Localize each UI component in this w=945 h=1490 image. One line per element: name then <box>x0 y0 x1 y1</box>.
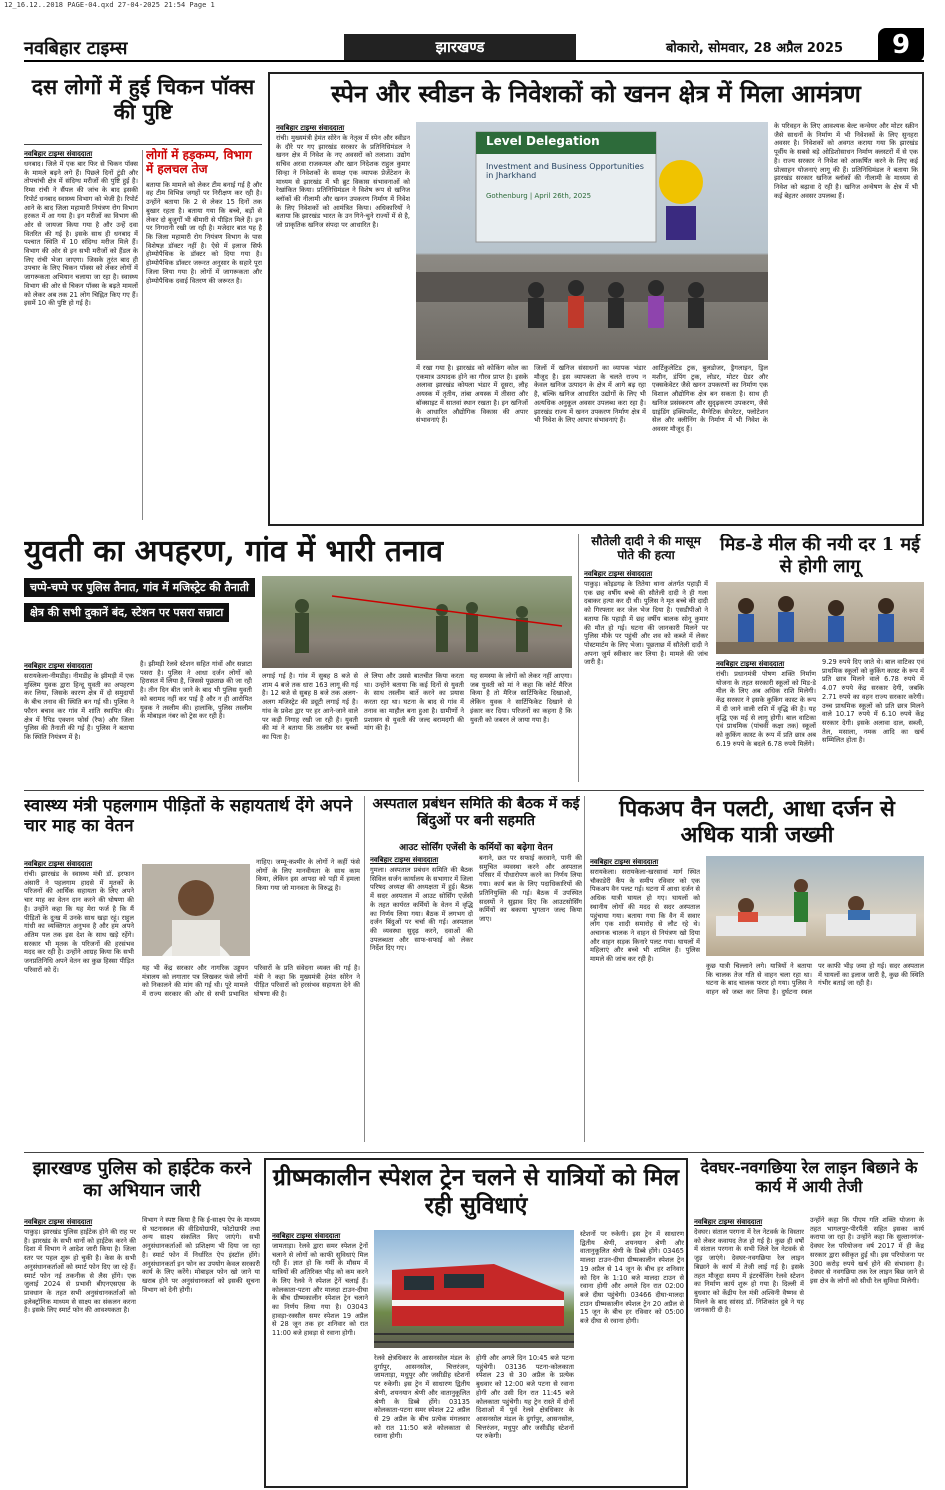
article-body: बनाने, छत पर सफाई करवाने, पानी की समुचित व्यवस्था करने और अस्पताल परिसर में पौधारोपण करने का निर्णय लिया गया। कार्य बल के लिए पदाधिकारियों की प्रतिनियुक्ति की गई। बैठक में उपस्थित सदस्यों ने सुझाव दिए कि आउटसोर्सिंग कर्मियों का बकाया भुगतान जल्द किया जाए। <box>479 854 582 923</box>
article-body: नाहिए। जम्मू-कश्मीर के लोगों ने कहीं फंसे लोगों के लिए मानवीयता के साथ काम किया, लेकिन इस आपदा को पड़ी में हमला किया गया जो मानवता के विरुद्ध है। <box>256 858 360 893</box>
headline: झारखण्ड पुलिस को हाईटेक करने का अभियान जारी <box>32 1158 252 1201</box>
byline: नवबिहार टाइम्स संवाददाता <box>370 856 439 864</box>
article-body: पाकुड़। कोइडगढ़ के तितेया थाना अंतर्गत पहाड़ी में एक छह वर्षीय बच्चे की सौतेली दादी ने ही गला दबाकर हत्या कर दी थी। पुलिस ने मृत बच्चे की दादी को गिरफ्तार कर जेल भेज दिया है। एसडीपीओ ने बताया कि पहाड़ी में छह वर्षीय बालक सोनू कुमार की मौत हो गई। घटना की जानकारी मिलने पर पुलिस मौके पर पहुंची और शव को कब्जे में लेकर पोस्टमार्टम के लिए भेजा। पूछताछ में सौतेली दादी ने अपना जुर्म स्वीकार कर लिया है। मामले की जांच जारी है। <box>584 580 708 667</box>
article-body: में रखा गया है। झारखंड को कोकिंग कोल का एकमात्र उत्पादक होने का गौरव प्राप्त है। इसके अलावा झारखंड कोयला भंडार में दूसरा, लौह अयस्क में तृतीय, तांबा अयस्क में तीसरा और बॉक्साइट में सातवां स्थान रखता है। इन खनिजों के आधारित औद्योगिक विकास की अपार संभावनाएं हैं। <box>416 364 528 425</box>
byline: नवबिहार टाइम्स संवाददाता <box>24 150 93 158</box>
article-body: है। झीमड़ी रेलवे स्टेशन सहित गांवों और सन्नाटा पसरा है। पुलिस ने आधा दर्जन लोगों को हिरासत में लिया है, जिससे पूछताछ की जा रही है। तीन दिन बीत जाने के बाद भी पुलिस युवती को बरामद नहीं कर पाई है और न ही आरोपित युवक ने तस्लीम की। हालांकि, पुलिस तस्लीम के मोबाइल नंबर को ट्रेस कर रही है। <box>140 660 252 721</box>
delegation-photo <box>416 122 768 360</box>
headline: देवघर-नवगछिया रेल लाइन बिछाने के कार्य में आयी तेजी <box>700 1158 918 1197</box>
photo-illustration <box>374 1230 574 1348</box>
portrait-illustration <box>142 864 250 956</box>
section-label: झारखण्ड <box>344 34 576 60</box>
article-body: यह समस्या के लोगों को लेकर नहीं आएगा। जब युवती को मां ने कहा कि कोर्ट मैरिज किया है तो मैरिज सार्टिफिकेट दिखाओ, लेकिन युवक ने सार्टिफिकेट दिखाने से इंकार कर दिया। परिजनों का कहना है कि युवती को जबरन ले जाया गया है। <box>470 672 572 724</box>
story-deoghar-rail <box>694 1158 924 1488</box>
article-body: रांची। झारखंड के स्वास्थ्य मंत्री डॉ. इरफान अंसारी ने पहलगाम हादसे में मृतकों के परिजनों की आर्थिक सहायता के लिए अपने चार माह का वेतन दान करने की घोषणा की है। उन्होंने कहा कि यह मेरा फर्ज है कि मैं पीड़ितों के दुःख में उनके साथ खड़ा रहूं। राहुल गांधी का व्यक्तिगत अनुभव है और हम अपने अंतिम पल तक इस देश के साथ खड़े रहेंगे। सरकार भी मृतक के परिजनों की हरसंभव मदद कर रही है। उन्होंने आग्रह किया कि सभी जनप्रतिनिधि अपने वेतन का कुछ हिस्सा पीड़ित परिवारों को दें। <box>24 870 134 974</box>
photo-illustration <box>716 582 924 654</box>
article-body: होगी और अगले दिन 10:45 बजे पटना पहुंचेगी। 03136 पटना-कोलकाता स्पेशल 23 से 30 अप्रैल के प्रत्येक बुधवार को 12:00 बजे पटना से रवाना होगी और उसी दिन रात 11:45 बजे कोलकाता पहुंचेगी। यह ट्रेन रास्ते में दोनों दिशाओं में पूर्व रेलवे क्षेत्रधिकार के आसनसोल मंडल के दुर्गापुर, आसनसोल, चित्तरंजन, मधुपुर और जसीडीह स्टेशनों पर रुकेगी। <box>476 1354 574 1441</box>
article-body: लगाई गई है। गांव में सुबह 8 बजे से शाम 4 बजे तक धारा 163 लागू की गई है। 12 बजे से सुबह 8 बजे तक अलग-अलग मजिस्ट्रेट की ड्यूटी लगाई गई है। गांव के प्रवेश द्वार पर हर आने-जाने वाले पर कड़ी निगाह रखी जा रही है। युवती की मां ने बताया कि तस्लीम घर बच्चों का पिता है। <box>262 672 358 741</box>
headline: अस्पताल प्रबंधन समिति की बैठक में कई बिंदुओं पर बनी सहमति <box>372 796 580 829</box>
article-body: रेलवे क्षेत्रधिकार के आसनसोल मंडल के दुर्गापुर, आसनसोल, चित्तरंजन, जामताड़ा, मधुपुर और जसीडीह स्टेशनों पर रुकेगी। इस ट्रेन में साधारण द्वितीय श्रेणी, शयनयान श्रेणी और वातानुकूलित श्रेणी के डिब्बे होंगे। 03135 कोलकाता-पटना समर स्पेशल 22 अप्रैल से 29 अप्रैल के बीच प्रत्येक मंगलवार को रात 11:50 बजे कोलकाता से रवाना होगी। <box>374 1354 470 1441</box>
article-body: कुछ यात्री चिल्लाने लगे। यात्रियों ने बताया कि चालक तेज गति से वाहन चला रहा था। घटना के बाद चालक फरार हो गया। पुलिस ने वाहन को जब्त कर लिया है। दुर्घटना स्थल पर काफी भीड़ जमा हो गई। सदर अस्पताल में घायलों का इलाज जारी है, कुछ की स्थिति गंभीर बताई जा रही है। <box>706 962 924 997</box>
article-body: देवघर। संताल परगना में रेल नेटवर्क के विस्तार को लेकर कवायद तेज हो गई है। कुछ ही वर्षों में संताल परगना के सभी जिले रेल नेटवर्क से जुड़ जाएंगे। देवघर-नवगछिया रेल लाइन बिछाने के कार्य में तेजी लाई गई है। इसके तहत मौजूदा समय में इंटरचेंजिंग रेलवे स्टेशन का निर्माण कार्य शुरू हो गया है। दिल्ली में बुधवार को केंद्रीय रेल मंत्री अश्विनी वैष्णव से मिलने के बाद सांसद डॉ. निशिकांत दुबे ने यह जानकारी दी है। <box>694 1228 804 1315</box>
headline: ग्रीष्मकालीन स्पेशल ट्रेन चलने से यात्रियों को मिल रही सुविधाएं <box>272 1164 680 1219</box>
headline: स्पेन और स्वीडन के निवेशकों को खनन क्षेत्र में मिला आमंत्रण <box>331 79 861 108</box>
article-body: धनबाद। जिले में एक बार फिर से चिकन पॉक्स के मामले बढ़ने लगे हैं। पिछले दिनों टुंडी और तोपचांची क्षेत्र में संदिग्ध मरीजों की पुष्टि हुई है। रिम्स रांची ने सैंपल की जांच के बाद इसकी रिपोर्ट धनबाद स्वास्थ्य विभाग को भेजी है। रिपोर्ट आने के बाद जिला महामारी नियंत्रण रोग विभाग हरकत में आ गया है। इन मरीजों का विभाग की ओर से जायजा किया गया है और उन्हें दवा वितरित की गई है। इसके साथ ही धनबाद में पश्चात स्थिति में 10 संदिग्ध मरीज मिले हैं। विभाग की ओर से इन सभी मरीजों को हैंडल के लिए रांची भेजा जाएगा। जिसके तुरंत बाद ही उपचार के लिए चिकन पॉक्स को लेकर लोगों में जागरूकता अभियान चलाया जा रहा है। स्वास्थ्य विभाग की ओर से चिकन पॉक्स के बढ़ते मामलों को लेकर अब तक 21 लोग चिह्नित किए गए हैं। इसमें 10 की पुष्टि हो गई है। <box>24 160 138 308</box>
byline: नवबिहार टाइम्स संवाददाता <box>276 124 345 132</box>
byline: नवबिहार टाइम्स संवाददाता <box>272 1232 341 1240</box>
photo-illustration <box>706 856 924 956</box>
article-body: स्टेशनों पर रुकेगी। इस ट्रेन में साधारण द्वितीय श्रेणी, शयनयान श्रेणी और वातानुकूलित श्रेणी के डिब्बे होंगे। 03465 मालदा टाउन-दीघा ग्रीष्मकालीन स्पेशल ट्रेन 19 अप्रैल से 14 जून के बीच हर शनिवार को दिन के 1:10 बजे मालदा टाउन से रवाना होगी और अगले दिन रात 02:00 बजे दीघा पहुंचेगी। 03466 दीघा-मालदा टाउन ग्रीष्मकालीन स्पेशल ट्रेन 20 अप्रैल से 15 जून के बीच हर रविवार को 05:00 बजे दीघा से रवाना होगी। <box>580 1230 684 1326</box>
story-hightech-police <box>24 1158 260 1488</box>
article-body: आर्टिकुलेटिड ट्रक, बुलडोजर, ड्रैगलाइन, ड्रिल मशीन, डंपिंग ट्रक, लोडर, मोटर ग्रेडर और एक्सकेवेटर जैसे खनन उपकरणों का निर्माण एक विशाल औद्योगिक क्षेत्र बन सकता है। साथ ही खनिज प्रसंस्करण और सुदृढ़करण उपकरण, जैसे ग्राइंडिंग इक्विपमेंट, मैग्नेटिक सेपरेटर, फ्लोटेशन सेल और क्लीनिंग के निर्माण में भी निवेश के अवसर मौजूद हैं। <box>652 364 768 433</box>
byline: नवबिहार टाइम्स संवाददाता <box>716 660 785 668</box>
article-body: पाकुड़। झारखंड पुलिस हाईटेक होने की राह पर है। झारखंड के सभी थानों को हाईटेक करने की दिशा में विभाग ने आदेश जारी किया है। जिला स्तर पर पहल शुरू हो चुकी है। केस के सभी अनुसंधानकर्ताओं को स्मार्ट फोन दिए जा रहे हैं। स्मार्ट फोन नई तकनीक से लैस होंगे। एक जुलाई 2024 से प्रभावी बीएनएसएस के प्रावधान के तहत सभी अनुसंधानकर्ताओं को इलेक्ट्रॉनिक माध्यम से साक्ष्य का संकलन करना है। इसके लिए स्मार्ट फोन की आवश्यकता है। <box>24 1228 136 1315</box>
masthead <box>24 32 924 62</box>
story-stepmother <box>584 534 708 784</box>
date-line: बोकारो, सोमवार, 28 अप्रैल 2025 <box>666 41 844 56</box>
article-body: जिलों में खनिज संसाधनों का व्यापक भंडार मौजूद है। इस व्यापकता के चलते राज्य न केवल खनिज उत्पादन के क्षेत्र में आगे बढ़ रहा है, बल्कि खनिज आधारित उद्योगों के लिए भी अत्यधिक अनुकूल अवसर उपलब्ध करा रहा है। झारखंड राज्य में खनन उपकरण निर्माण क्षेत्र में भी निवेश के लिए आपार संभावनाएं हैं। <box>534 364 646 425</box>
subheadline: आउट सोर्सिंग एजेंसी के कर्मियों का बढ़ेगा वेतन <box>399 843 553 853</box>
article-body: ले लिया और उससे बातचीत किया करता था। उन्होंने बताया कि कई दिनों से युवती के साथ तस्लीम बातें करने का प्रयास करता रहा था। घटना के बाद से गांव में तनाव का माहौल बना हुआ है। ग्रामीणों ने प्रशासन से युवती की जल्द बरामदगी की मांग की है। <box>364 672 464 733</box>
headline: पिकअप वैन पलटी, आधा दर्जन से अधिक यात्री जख्मी <box>619 796 895 849</box>
article-body: यह भी केंद्र सरकार और नागरिक उड्डयन मंत्रालय को लगातार पत्र लिखकर फंसे लोगों को निकालने की मांग की गई थी। पूरे मामले में राज्य सरकार की ओर से सभी प्रभावित परिवारों के प्रति संवेदना व्यक्त की गई है। मंत्री ने कहा कि मुख्यमंत्री हेमंत सोरेन ने पीड़ित परिवारों को हरसंभव सहायता देने की घोषणा की है। <box>142 964 360 999</box>
story-pickup-van <box>590 796 924 1146</box>
story-midday-meal <box>716 534 924 784</box>
photo-illustration <box>416 122 768 360</box>
article-body: बताया कि मामले को लेकर टीम बनाई गई है और वह टीम विभिन्न जगहों पर निरीक्षण कर रही है। उन्होंने बताया कि 2 से लेकर 15 दिनों तक बुखार रहता है। बताया गया कि बच्चे, बड़ों से लेकर दो बुजुर्गों भी बीमारी से पीड़ित मिले हैं। इन पर निगरानी रखी जा रही है। मजेदार बात यह है कि जिला महामारी रोग नियंत्रण विभाग के पास विशेषज्ञ डॉक्टर नहीं है। ऐसे में इलाज सिर्फ होम्योपैथिक के डॉक्टर को दिया गया है। होम्योपैथिक डॉक्टर जरूरत अनुसार के सहारे पूरा जिला लिया गया है। लोगों में जागरूकता और होम्योपैथिक दवाई वितरण की जरूरत है। <box>146 180 262 285</box>
article-body: 9.29 रुपये दिए जाते थे। बाल वाटिका एवं प्राथमिक स्कूलों को कुकिंग कास्ट के रूप में प्रति छात्र मिलने वाले 6.78 रुपये में 4.07 रुपये केंद्र सरकार देगी, जबकि 2.71 रुपये का वहन राज्य सरकार करेगी। उच्च प्राथमिक स्कूलों को प्रति छात्र मिलने वाले 10.17 रुपये में 6.10 रुपये केंद्र सरकार देगी। इसके अलावा दाल, सब्जी, तेल, मसाला, नमक आदि का खर्च सम्मिलित होता है। <box>822 658 924 745</box>
page-number: 9 <box>878 28 924 62</box>
article-body: सरायकेला-नीमडीह। नीमडीह के झीमड़ी में एक मुस्लिम युवक द्वारा हिन्दू युवती का अपहरण कर लिया, जिसके कारण क्षेत्र में दो समुदायों के बीच तनाव की स्थिति बन गई थी। पुलिस ने फौरन बचाव कर गांव में शांति स्थापित की। क्षेत्र में रैपिड एक्शन फोर्स (रैफ) और जिला पुलिस की तैनाती की गई है। पुलिस ने बताया कि स्थिति नियंत्रण में है। <box>24 672 134 741</box>
article-body: के परिवहन के लिए आवश्यक बेल्ट कन्वेयर और मोटर स्क्रीन जैसे साधनों के निर्माण में भी निवेशकों के लिए सुनहरा अवसर है। निवेशकों को अवगत कराया गया कि झारखंड पूर्वीय के सबसे बड़े ओडिशोसाधन निर्माण क्लस्टरों में से एक है। राज्य सरकार ने निवेश को आकर्षित करने के लिए कई प्रोत्साहन योजनाएं लागू की हैं। प्रतिनिधिमंडल ने बताया कि झारखंड सरकार खनिज ब्लॉकों की नीलामी के माध्यम से निवेश को बढ़ावा दे रही है। खनिज अन्वेषण के क्षेत्र में भी कई बेहतर अवसर उपलब्ध हैं। <box>774 122 918 200</box>
story-health-minister <box>24 796 360 1146</box>
article-body: रांची। प्रधानमंत्री पोषण शक्ति निर्माण योजना के तहत सरकारी स्कूलों को मिड-डे मील के लिए अब अधिक राशि मिलेगी। केंद्र सरकार ने इसके कुकिंग कास्ट के रूप में दी जाने वाली राशि में वृद्धि की है। यह वृद्धि एक मई से लागू होगी। बाल वाटिका एवं प्राथमिक (पांचवीं कक्षा तक) स्कूलों को कुकिंग कास्ट के रूप में प्रति छात्र अब 6.19 रुपये के बदले 6.78 रुपये मिलेंगे। <box>716 670 816 748</box>
article-body: जामताड़ा। रेलवे द्वारा समर स्पेशल ट्रेनों चलाने से लोगों को काफी सुविधाएं मिल रही हैं। ज्ञात हो कि गर्मी के मौसम में यात्रियों की अतिरिक्त भीड़ को कम करने के लिए रेलवे ने स्पेशल ट्रेनें चलाई हैं। कोलकाता-पटना और मालदा टाउन-दीघा के बीच ग्रीष्मकालीन स्पेशल ट्रेन चलाने का निर्णय लिया गया है। 03043 हावड़ा-रक्सौल समर स्पेशल 19 अप्रैल से 28 जून तक हर शनिवार को रात 11:00 बजे हावड़ा से रवाना होगी। <box>272 1242 368 1338</box>
story-chicken-pox <box>24 72 262 524</box>
file-slug: 12_16.12..2018 PAGE-04.qxd 27-04-2025 21:54 Page 1 <box>4 1 215 9</box>
article-body: उन्होंने कहा कि पीएम गति शक्ति योजना के तहत भागलपुर-पीरपैंती सहित इसका कार्य कराया जा रहा है। उन्होंने कहा कि सुल्तानगंज-देवघर रेल परियोजना वर्ष 2017 में ही केंद्र सरकार द्वारा स्वीकृत हुई थी। इस परियोजना पर 300 करोड़ रुपये खर्च होने की संभावना है। देवघर से नवगछिया तक रेल लाइन बिछ जाने से इस क्षेत्र के लोगों को सीधी रेल सुविधा मिलेगी। <box>810 1216 924 1285</box>
police-deployment-photo <box>262 576 572 668</box>
paper-name: नवबिहार टाइम्स <box>24 38 128 59</box>
subheadline: लोगों में हड़कम्प, विभाग में हलचल तेज <box>146 148 252 177</box>
headline: सौतेली दादी ने की मासूम पोते की हत्या <box>591 534 701 563</box>
story-summer-train <box>264 1158 688 1488</box>
byline: नवबिहार टाइम्स संवाददाता <box>24 662 93 670</box>
photo-illustration <box>262 576 572 668</box>
midday-meal-photo <box>716 582 924 654</box>
article-body: गुमला। अस्पताल प्रबंधन समिति की बैठक सिविल सर्जन कार्यालय के सभागार में जिला परिषद अध्यक्ष की अध्यक्षता में हुई। बैठक में सदर अस्पताल में आउट सोर्सिंग एजेंसी के तहत कार्यरत कर्मियों के वेतन में वृद्धि का निर्णय लिया गया। बैठक में लगभग दो दर्जन बिंदुओं पर चर्चा की गई। अस्पताल की व्यवस्था सुदृढ़ करने, दवाओं की उपलब्धता और साफ-सफाई को लेकर निर्देश दिए गए। <box>370 866 473 953</box>
headline: स्वास्थ्य मंत्री पहलगाम पीड़ितों के सहायतार्थ देंगे अपने चार माह का वेतन <box>24 796 353 837</box>
byline: नवबिहार टाइम्स संवाददाता <box>590 858 659 866</box>
article-body: विभाग ने स्पष्ट किया है कि ई-साक्ष्य ऐप के माध्यम से घटनास्थल की वीडियोग्राफी, फोटोग्राफी तथा अन्य साक्ष्य संकलित किए जाएंगे। सभी अनुसंधानकर्ताओं को प्रशिक्षण भी दिया जा रहा है। स्मार्ट फोन में निर्धारित ऐप इंस्टॉल होंगे। अनुसंधानकर्ता इन फोन का उपयोग केवल सरकारी कार्य के लिए करेंगे। मोबाइल फोन खो जाने या खराब होने पर अनुसंधानकर्ता को इसकी सूचना विभाग को देनी होगी। <box>142 1216 260 1294</box>
train-photo <box>374 1230 574 1348</box>
hospital-victims-photo <box>706 856 924 956</box>
byline: नवबिहार टाइम्स संवाददाता <box>24 860 93 868</box>
byline: नवबिहार टाइम्स संवाददाता <box>24 1218 93 1226</box>
minister-portrait <box>142 864 250 956</box>
photo-caption-text: Investment and Business Opportunities in Jharkhand <box>486 162 644 180</box>
headline: मिड-डे मील की नयी दर 1 मई से होगी लागू <box>719 534 920 577</box>
headline: युवती का अपहरण, गांव में भारी तनाव <box>24 534 444 569</box>
story-hospital-committee <box>370 796 582 1146</box>
article-body: रांची। मुख्यमंत्री हेमंत सोरेन के नेतृत्व में स्पेन और स्वीडन के दौरे पर गए झारखंड सरकार के प्रतिनिधिमंडल ने खनन क्षेत्र में निवेश के नए अवसरों को तलाशा। उद्योग सचिव अरवा राजकमल और खान निदेशक राहुल कुमार सिन्हा ने निवेशकों के समक्ष एक व्यापक प्रेजेंटेशन के माध्यम से झारखंड में भी ब्रुट विकास संभावनाओं को रेखांकित किया। प्रतिनिधिमंडल ने विशेष रूप से खनिज ब्लॉकों की नीलामी और खनन उपकरण निर्माण में निवेश के लिए निवेशकों को आमंत्रित किया। अधिकारियों ने बताया कि झारखंड भारत के उन गिने-चुने राज्यों में से है, जो प्राकृतिक खनिज संपदा पर आधारित है। <box>276 134 410 230</box>
headline: दस लोगों में हुई चिकन पॉक्स की पुष्टि <box>31 74 255 125</box>
subheadline-bar: चप्पे-चप्पे पर पुलिस तैनात, गांव में मजिस्ट्रेट की तैनाती <box>24 578 255 597</box>
story-abduction <box>24 534 572 784</box>
story-spain-sweden <box>268 72 924 526</box>
photo-city-text: Gothenburg | April 26th, 2025 <box>486 192 592 200</box>
byline: नवबिहार टाइम्स संवाददाता <box>694 1218 763 1226</box>
photo-banner-text: Level Delegation <box>486 134 600 148</box>
subheadline-bar: क्षेत्र की सभी दुकानें बंद, स्टेशन पर पसरा सन्नाटा <box>24 603 229 622</box>
article-body: सरायकेला। सरायकेला-खरसावां मार्ग स्थित चौकाडेरी कैंप के समीप रविवार को एक पिकअप वैन पलट गई। घटना में आधा दर्जन से अधिक यात्री घायल हो गए। घायलों को स्थानीय लोगों की मदद से सदर अस्पताल पहुंचाया गया। बताया गया कि वैन में सवार लोग एक शादी समारोह से लौट रहे थे। अचानक चालक ने वाहन से नियंत्रण खो दिया और वाहन सड़क किनारे पलट गया। घायलों में महिलाएं और बच्चे भी शामिल हैं। पुलिस मामले की जांच कर रही है। <box>590 868 700 964</box>
byline: नवबिहार टाइम्स संवाददाता <box>584 570 653 578</box>
